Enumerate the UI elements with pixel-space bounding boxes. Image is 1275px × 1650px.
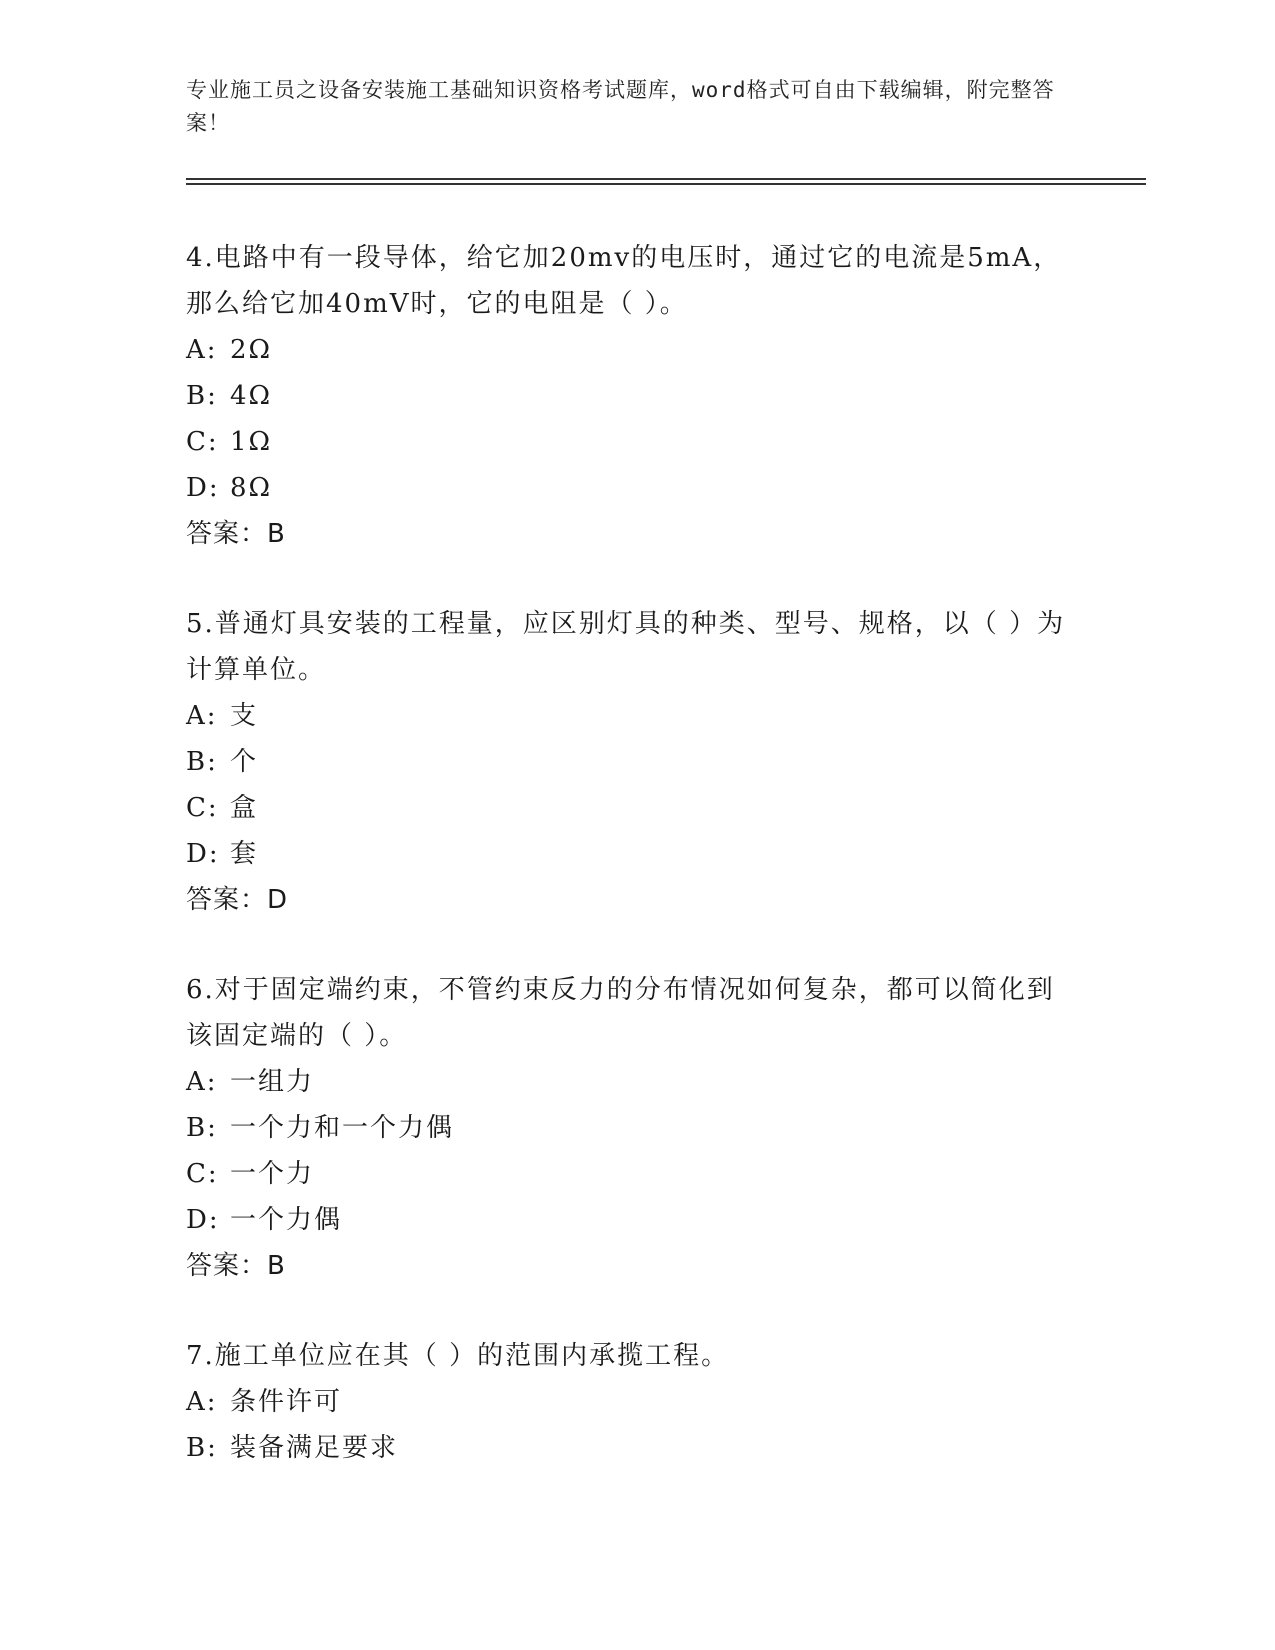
option-letter: B: — [186, 747, 218, 777]
question-item — [186, 967, 1066, 1289]
option-letter: A: — [186, 335, 218, 365]
option-text: 一个力偶 — [230, 1205, 343, 1235]
answer-line: 答案：B — [186, 1251, 286, 1281]
option-text: 个 — [230, 747, 259, 777]
option-a — [186, 1379, 1066, 1425]
option-d — [186, 831, 1066, 877]
option-text: 一组力 — [230, 1067, 315, 1097]
option-b — [186, 739, 1066, 785]
answer-line: 答案：B — [186, 519, 286, 549]
option-letter: C: — [186, 1159, 219, 1189]
document-header: 专业施工员之设备安装施工基础知识资格考试题库，word格式可自由下载编辑，附完整答案！ — [186, 78, 1055, 135]
option-text: 盒 — [230, 793, 259, 823]
option-text: 1Ω — [230, 427, 273, 457]
option-text: 一个力和一个力偶 — [230, 1113, 455, 1143]
question-stem: 7.施工单位应在其（ ）的范围内承揽工程。 — [186, 1341, 730, 1371]
question-item — [186, 235, 1066, 557]
option-a — [186, 1059, 1066, 1105]
option-letter: D: — [186, 473, 220, 503]
option-letter: B: — [186, 381, 218, 411]
option-text: 4Ω — [230, 381, 273, 411]
option-text: 套 — [230, 839, 259, 869]
question-item — [186, 601, 1066, 923]
option-text: 8Ω — [230, 473, 273, 503]
option-a — [186, 327, 1066, 373]
question-item — [186, 1333, 1066, 1471]
question-stem: 4.电路中有一段导体，给它加20mv的电压时，通过它的电流是5mA，那么给它加40mV时，它的电阻是（ ）。 — [186, 243, 1062, 319]
option-letter: A: — [186, 1067, 218, 1097]
option-letter: C: — [186, 793, 219, 823]
option-letter: D: — [186, 839, 220, 869]
option-b — [186, 373, 1066, 419]
option-letter: B: — [186, 1113, 218, 1143]
header-divider-top — [186, 178, 1146, 180]
option-b — [186, 1425, 1066, 1471]
option-letter: B: — [186, 1433, 218, 1463]
option-text: 装备满足要求 — [230, 1433, 399, 1463]
option-d — [186, 465, 1066, 511]
answer-line: 答案：D — [186, 885, 289, 915]
option-text: 条件许可 — [230, 1387, 343, 1417]
question-stem: 5.普通灯具安装的工程量，应区别灯具的种类、型号、规格，以（ ）为计算单位。 — [186, 609, 1066, 685]
question-list — [186, 235, 1066, 1515]
question-stem: 6.对于固定端约束，不管约束反力的分布情况如何复杂，都可以简化到该固定端的（ ）。 — [186, 975, 1055, 1051]
option-b — [186, 1105, 1066, 1151]
option-d — [186, 1197, 1066, 1243]
option-letter: C: — [186, 427, 219, 457]
option-letter: D: — [186, 1205, 220, 1235]
option-c — [186, 419, 1066, 465]
option-letter: A: — [186, 701, 218, 731]
option-text: 2Ω — [230, 335, 273, 365]
option-text: 一个力 — [230, 1159, 315, 1189]
option-letter: A: — [186, 1387, 218, 1417]
option-c — [186, 785, 1066, 831]
option-text: 支 — [230, 701, 259, 731]
option-c — [186, 1151, 1066, 1197]
header-divider-bottom — [186, 183, 1146, 185]
option-a — [186, 693, 1066, 739]
